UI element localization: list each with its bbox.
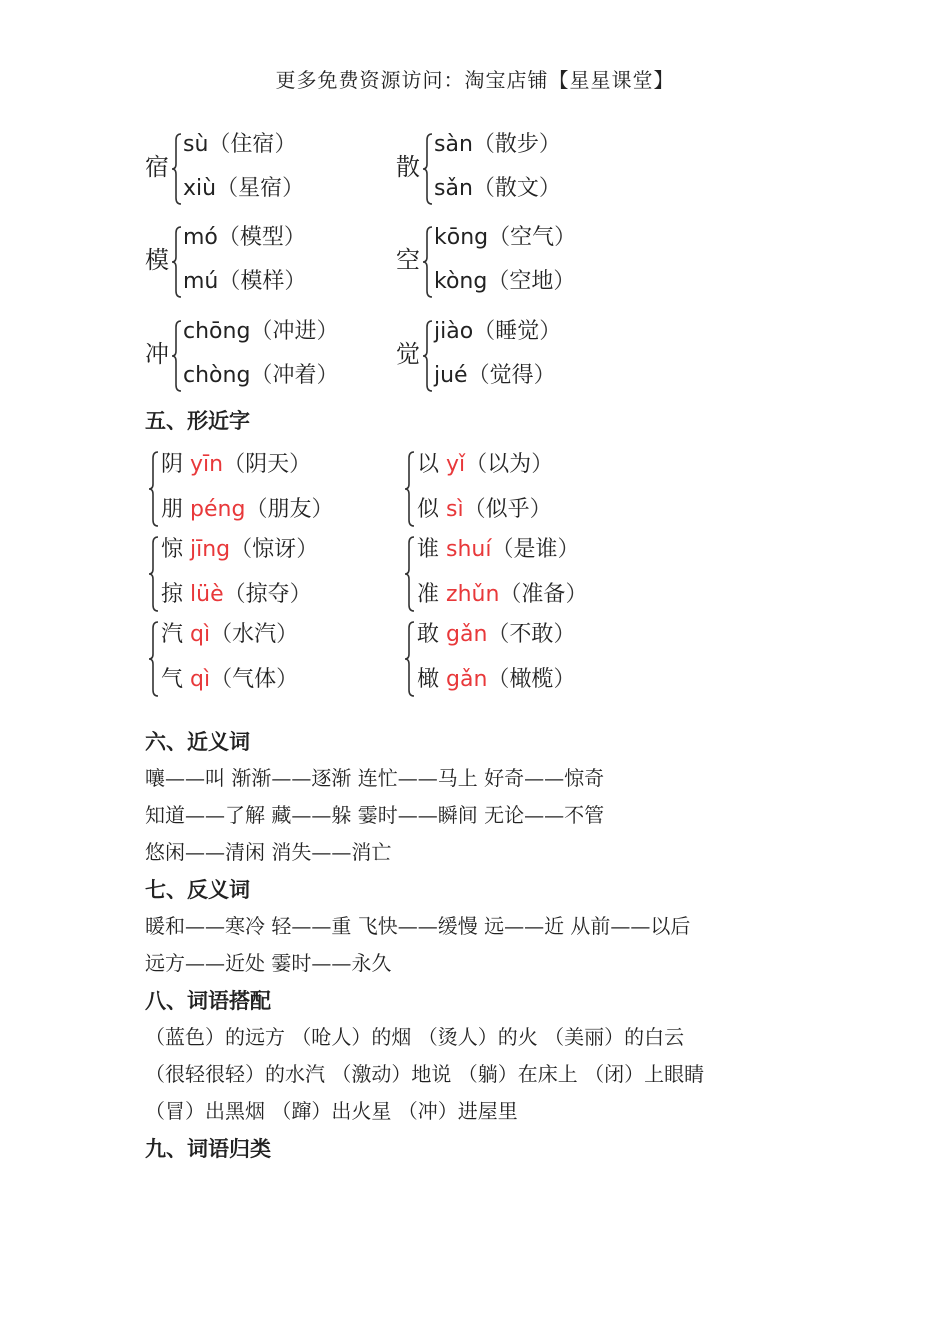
pinyin: jīng (190, 537, 231, 562)
example-word: 以为 (487, 452, 532, 477)
example-word: 水汽 (232, 622, 277, 647)
similar-char-item (161, 450, 311, 480)
pinyin: xiù (183, 176, 217, 201)
pinyin: yǐ (446, 452, 466, 477)
section-title-5: 五、形近字 (145, 408, 250, 433)
polyphone-reading (183, 317, 338, 347)
spacer (183, 622, 190, 647)
open-paren: （ (217, 225, 240, 250)
pinyin: jué (434, 363, 468, 388)
section-title-9: 九、词语归类 (145, 1136, 271, 1161)
close-paren: ） (289, 582, 312, 607)
spacer (439, 537, 446, 562)
close-paren: ） (311, 497, 334, 522)
pinyin: sǎn (434, 176, 473, 201)
similar-char: 准 (417, 582, 440, 607)
polyphone-char: 宿 (145, 153, 169, 181)
similar-char-item (161, 495, 333, 525)
similar-char: 气 (161, 667, 184, 692)
similar-char-item (161, 535, 318, 565)
similar-char: 敢 (417, 622, 440, 647)
pinyin: qì (190, 667, 211, 692)
polyphone-reading (183, 361, 338, 391)
polyphone-reading (434, 317, 561, 347)
example-word: 模样 (240, 269, 285, 294)
pinyin: péng (190, 497, 246, 522)
pinyin: gǎn (446, 667, 488, 692)
close-paren: ） (289, 452, 312, 477)
similar-char-item (417, 535, 580, 565)
similar-char-item (417, 620, 575, 650)
pinyin: sù (183, 132, 209, 157)
open-paren: （ (210, 667, 233, 692)
spacer (439, 582, 446, 607)
example-word: 似乎 (485, 497, 530, 522)
section-title-6: 六、近义词 (145, 729, 250, 754)
open-paren: （ (245, 497, 268, 522)
similar-char: 以 (417, 452, 440, 477)
open-paren: （ (208, 132, 231, 157)
collocation-line: （很轻很轻）的水汽 （激动）地说 （躺）在床上 （闭）上眼睛 (145, 1062, 705, 1086)
pinyin: lüè (190, 582, 224, 607)
example-word: 准备 (521, 582, 566, 607)
open-paren: （ (488, 225, 511, 250)
pinyin: zhǔn (446, 582, 500, 607)
example-word: 惊讶 (252, 537, 297, 562)
spacer (439, 622, 446, 647)
polyphone-reading (183, 267, 306, 297)
spacer (183, 667, 190, 692)
close-paren: ） (538, 132, 561, 157)
close-paren: ） (538, 176, 561, 201)
pinyin: yīn (190, 452, 224, 477)
close-paren: ） (533, 363, 556, 388)
example-word: 橄榄 (509, 667, 554, 692)
open-paren: （ (216, 176, 239, 201)
synonym-line: 嚷——叫 渐渐——逐渐 连忙——马上 好奇——惊奇 (145, 766, 605, 790)
similar-char-item (161, 580, 312, 610)
close-paren: ） (553, 667, 576, 692)
close-paren: ） (565, 582, 588, 607)
example-word: 空气 (510, 225, 555, 250)
polyphone-reading (434, 130, 561, 160)
pinyin: kōng (434, 225, 489, 250)
spacer (183, 537, 190, 562)
close-paren: ） (316, 319, 339, 344)
pinyin: sì (446, 497, 464, 522)
pinyin: sàn (434, 132, 473, 157)
example-word: 睡觉 (495, 319, 540, 344)
collocation-line: （蓝色）的远方 （呛人）的烟 （烫人）的火 （美丽）的白云 (145, 1025, 685, 1049)
close-paren: ） (276, 667, 299, 692)
open-paren: （ (230, 537, 253, 562)
close-paren: ） (276, 622, 299, 647)
open-paren: （ (250, 319, 273, 344)
polyphone-char: 冲 (145, 340, 169, 368)
spacer (183, 582, 190, 607)
spacer (439, 497, 446, 522)
polyphone-reading (183, 223, 306, 253)
similar-char-item (417, 495, 552, 525)
pinyin: gǎn (446, 622, 488, 647)
example-word: 不敢 (509, 622, 554, 647)
close-paren: ） (553, 622, 576, 647)
example-word: 冲进 (272, 319, 317, 344)
close-paren: ） (554, 225, 577, 250)
polyphone-reading (434, 361, 556, 391)
example-word: 星宿 (238, 176, 283, 201)
example-word: 觉得 (489, 363, 534, 388)
open-paren: （ (472, 132, 495, 157)
polyphone-reading (183, 174, 304, 204)
close-paren: ） (283, 225, 306, 250)
open-paren: （ (487, 269, 510, 294)
open-paren: （ (491, 537, 514, 562)
similar-char-item (417, 580, 587, 610)
pinyin: chōng (183, 319, 251, 344)
similar-char: 似 (417, 497, 440, 522)
close-paren: ） (316, 363, 339, 388)
close-paren: ） (553, 269, 576, 294)
spacer (183, 497, 190, 522)
pinyin: mó (183, 225, 218, 250)
spacer (439, 667, 446, 692)
open-paren: （ (223, 582, 246, 607)
similar-char: 阴 (161, 452, 184, 477)
open-paren: （ (463, 497, 486, 522)
close-paren: ） (557, 537, 580, 562)
close-paren: ） (274, 132, 297, 157)
example-word: 空地 (509, 269, 554, 294)
close-paren: ） (296, 537, 319, 562)
antonym-line: 暖和——寒冷 轻——重 飞快——缓慢 远——近 从前——以后 (145, 914, 691, 938)
open-paren: （ (218, 269, 241, 294)
example-word: 模型 (239, 225, 284, 250)
page-header: 更多免费资源访问：淘宝店铺【星星课堂】 (275, 68, 675, 92)
example-word: 阴天 (245, 452, 290, 477)
open-paren: （ (465, 452, 488, 477)
polyphone-reading (183, 130, 296, 160)
section-title-8: 八、词语搭配 (145, 988, 271, 1013)
open-paren: （ (467, 363, 490, 388)
open-paren: （ (223, 452, 246, 477)
open-paren: （ (487, 667, 510, 692)
open-paren: （ (250, 363, 273, 388)
example-word: 散步 (494, 132, 539, 157)
polyphone-char: 散 (396, 153, 420, 181)
example-word: 散文 (494, 176, 539, 201)
similar-char-item (161, 665, 298, 695)
similar-char-item (417, 665, 575, 695)
open-paren: （ (473, 319, 496, 344)
pinyin: mú (183, 269, 219, 294)
example-word: 朋友 (267, 497, 312, 522)
similar-char: 惊 (161, 537, 184, 562)
polyphone-reading (434, 174, 561, 204)
open-paren: （ (472, 176, 495, 201)
example-word: 住宿 (230, 132, 275, 157)
example-word: 气体 (232, 667, 277, 692)
polyphone-reading (434, 223, 576, 253)
close-paren: ） (282, 176, 305, 201)
similar-char: 橄 (417, 667, 440, 692)
spacer (183, 452, 190, 477)
example-word: 是谁 (513, 537, 558, 562)
pinyin: qì (190, 622, 211, 647)
open-paren: （ (210, 622, 233, 647)
open-paren: （ (499, 582, 522, 607)
pinyin: kòng (434, 269, 488, 294)
pinyin: shuí (446, 537, 492, 562)
antonym-line: 远方——近处 霎时——永久 (145, 951, 392, 975)
close-paren: ） (531, 452, 554, 477)
example-word: 冲着 (272, 363, 317, 388)
similar-char-item (161, 620, 298, 650)
example-word: 掠夺 (245, 582, 290, 607)
open-paren: （ (487, 622, 510, 647)
pinyin: jiào (434, 319, 474, 344)
polyphone-char: 空 (396, 246, 420, 274)
collocation-line: （冒）出黑烟 （蹿）出火星 （冲）进屋里 (145, 1099, 518, 1123)
similar-char: 朋 (161, 497, 184, 522)
polyphone-reading (434, 267, 575, 297)
similar-char-item (417, 450, 553, 480)
synonym-line: 悠闲——清闲 消失——消亡 (145, 840, 392, 864)
close-paren: ） (529, 497, 552, 522)
close-paren: ） (539, 319, 562, 344)
similar-char: 掠 (161, 582, 184, 607)
close-paren: ） (284, 269, 307, 294)
section-title-7: 七、反义词 (145, 877, 250, 902)
similar-char: 谁 (417, 537, 440, 562)
polyphone-char: 模 (145, 246, 169, 274)
spacer (439, 452, 446, 477)
similar-char: 汽 (161, 622, 184, 647)
pinyin: chòng (183, 363, 251, 388)
polyphone-char: 觉 (396, 340, 420, 368)
synonym-line: 知道——了解 藏——躲 霎时——瞬间 无论——不管 (145, 803, 605, 827)
